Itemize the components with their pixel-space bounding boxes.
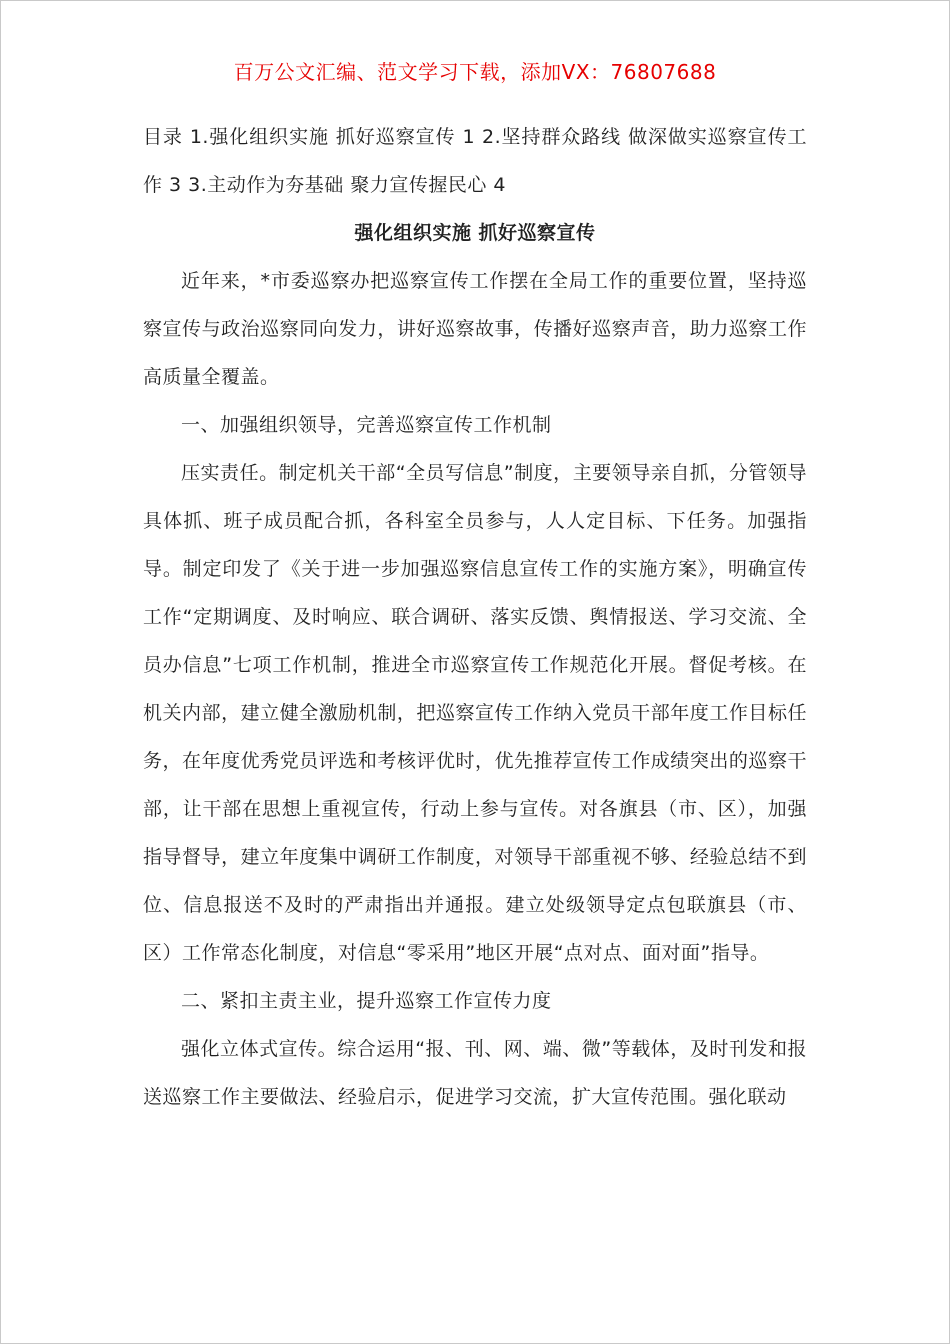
promo-banner-text: 百万公文汇编、范文学习下载，添加VX：76807688	[233, 60, 717, 84]
document-body	[143, 113, 807, 1121]
document-title: 强化组织实施 抓好巡察宣传	[354, 222, 596, 244]
paragraph-section-2-body: 强化立体式宣传。综合运用“报、刊、网、端、微”等载体，及时刊发和报送巡察工作主要做法、经验启示，促进学习交流，扩大宣传范围。强化联动	[143, 1038, 807, 1108]
paragraph-intro: 近年来，*市委巡察办把巡察宣传工作摆在全局工作的重要位置，坚持巡察宣传与政治巡察同向发力，讲好巡察故事，传播好巡察声音，助力巡察工作高质量全覆盖。	[143, 270, 807, 388]
section-heading-2: 二、紧扣主责主业，提升巡察工作宣传力度	[181, 990, 552, 1012]
paragraph-section-1-body: 压实责任。制定机关干部“全员写信息”制度，主要领导亲自抓，分管领导具体抓、班子成员配合抓，各科室全员参与，人人定目标、下任务。加强指导。制定印发了《关于进一步加强巡察信息宣传工作的实施方案》，明确宣传工作“定期调度、及时响应、联合调研、落实反馈、舆情报送、学习交流、全员办信息”七项工作机制，推进全市巡察宣传工作规范化开展。督促考核。在机关内部，建立健全激励机制，把巡察宣传工作纳入党员干部年度工作目标任务，在年度优秀党员评选和考核评优时，优先推荐宣传工作成绩突出的巡察干部，让干部在思想上重视宣传，行动上参与宣传。对各旗县（市、区），加强指导督导，建立年度集中调研工作制度，对领导干部重视不够、经验总结不到位、信息报送不及时的严肃指出并通报。建立处级领导定点包联旗县（市、区）工作常态化制度，对信息“零采用”地区开展“点对点、面对面”指导。	[143, 462, 807, 964]
table-of-contents: 目录 1.强化组织实施 抓好巡察宣传 1 2.坚持群众路线 做深做实巡察宣传工作 3 3.主动作为夯基础 聚力宣传握民心 4	[143, 126, 807, 196]
section-heading-1: 一、加强组织领导，完善巡察宣传工作机制	[181, 414, 552, 436]
